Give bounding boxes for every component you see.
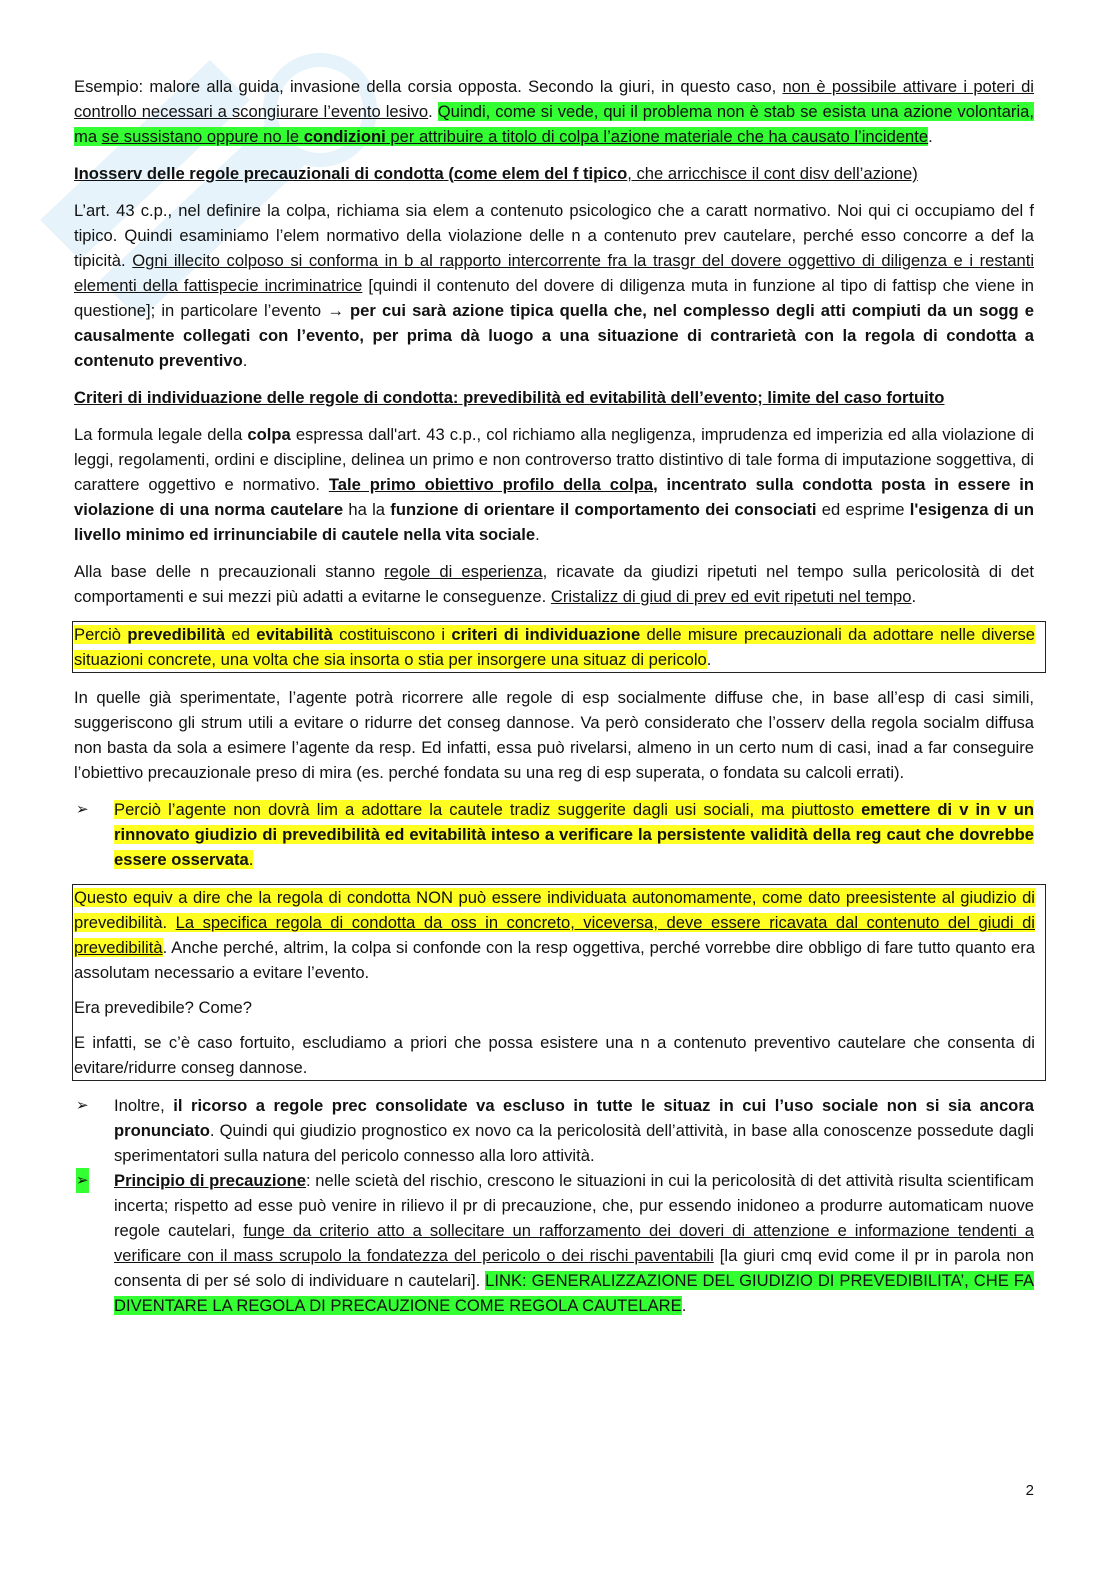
heading-criteri: Criteri di individuazione delle regole di condotta: prevedibilità ed evitabilità dell’evento; limite del caso fortuito bbox=[74, 388, 945, 407]
bullet-arrow-icon: ➢ bbox=[76, 801, 89, 818]
bullet-item-precauzione: ➢ Principio di precauzione: nelle scietà del rischio, crescono le situazioni in cui la pericolosità di det attività risulta scientificam incerta; rispetto ad esse può venire in rilievo il pr di precauzione, che, pur essendo inidoneo a produrre automaticam nuove regole cautelari, funge da criterio atto a sollecitare un rafforzamento dei doveri di attenzione e informazione tendenti a verificare con il mass scrupolo la fondatezza del pericolo o dei rischi paventabili [la giuri cmq evid come il pr in parola non consenta di per sé solo di individuare n cautelari]. LINK: GENERALIZZAZIONE DEL GIUDIZIO DI PREVEDIBILITA’, CHE FA DIVENTARE LA REGOLA DI PRECAUZIONE COME REGOLA CAUTELARE. bbox=[74, 1168, 1034, 1318]
paragraph-formula-legale: La formula legale della colpa espressa dall'art. 43 c.p., col richiamo alla negligenza, imprudenza ed imperizia ed alla violazione di leggi, regolamenti, ordini e discipline, delinea un primo e non controverso tratto distintivo di tale forma di imputazione soggettiva, di carattere oggettivo e normativo. Tale primo obiettivo profilo della colpa, incentrato sulla condotta posta in essere in violazione di una norma cautelare ha la funzione di orientare il comportamento dei consociati ed esprime l'esigenza di un livello minimo ed irrinunciabile di cautele nella vita sociale. bbox=[74, 425, 1035, 544]
heading-inosserv: Inosserv delle regole precauzionali di condotta (come elem del f tipico, che arricchisce il cont disv dell’azione) bbox=[74, 164, 918, 183]
bullet-item-inoltre: ➢ Inoltre, il ricorso a regole prec consolidate va escluso in tutte le situaz in cui l’uso sociale non si sia ancora pronunciato. Quindi qui giudizio prognostico ex novo ca la pericolosità dell’attività, in base alla conoscenze possedute dagli sperimentatori sulla natura del pericolo connesso alla loro attività. bbox=[74, 1093, 1034, 1168]
paragraph-regole-esperienza: Alla base delle n precauzionali stanno regole di esperienza, ricavate da giudizi ripetuti nel tempo sulla pericolosità di det comportamenti e sui mezzi più adatti a evitarne le conseguenze. Cristalizz di giud di prev ed evit ripetuti nel tempo. bbox=[74, 562, 1034, 606]
page-number: 2 bbox=[1025, 1482, 1034, 1499]
paragraph-art43: L’art. 43 c.p., nel definire la colpa, richiama sia elem a contenuto psicologico che a caratt normativo. Noi qui ci occupiamo del f tipico. Quindi esaminiamo l’elem normativo della violazione delle n a contenuto prev cautelare, perché esso concorre a def la tipicità. Ogni illecito colposo si conforma in b al rapporto intercorrente fra la trasgr del dovere oggettivo di diligenza e i restanti elementi della fattispecie incriminatrice [quindi il contenuto del dovere di diligenza muta in funzione al tipo di fattisp che viene in questione]; in particolare l’evento → per cui sarà azione tipica quella che, nel complesso degli atti compiuti da un sogg e causalmente collegati con l’evento, per prima dà luogo a una situazione di contrarietà con la regola di condotta a contenuto preventivo. bbox=[74, 201, 1034, 370]
document-body bbox=[74, 74, 1034, 1318]
paragraph-example: Esempio: malore alla guida, invasione della corsia opposta. Secondo la giuri, in questo caso, non è possibile attivare i poteri di controllo necessari a scongiurare l’evento lesivo. Quindi, come si vede, qui il problema non è stab se esista una azione volontaria, ma se sussistano oppure no le condizioni per attribuire a titolo di colpa l’azione materiale che ha causato l’incidente. bbox=[74, 77, 1034, 146]
boxed-note-regola-condotta: Questo equiv a dire che la regola di condotta NON può essere individuata autonomamente, come dato preesistente al giudizio di prevedibilità. La specifica regola di condotta da oss in concreto, viceversa, deve essere ricavata dal contenuto del giudi di prevedibilità. Anche perché, altrim, la colpa si confonde con la resp oggettiva, perché vorrebbe dire obbligo di fare tutto quanto era assolutam necessario a evitare l’evento. Era prevedibile? Come? E infatti, se c’è caso fortuito, escludiamo a priori che possa esistere una n a contenuto preventivo cautelare che consenta di evitare/ridurre conseg dannose. bbox=[72, 884, 1046, 1081]
boxed-note-criteri: Perciò prevedibilità ed evitabilità costituiscono i criteri di individuazione delle misure precauzionali da adottare nelle diverse situazioni concrete, una volta che sia insorta o stia per insorgere una situaz di pericolo. bbox=[72, 621, 1046, 673]
paragraph-sperimentate: In quelle già sperimentate, l’agente potrà ricorrere alle regole di esp socialmente diffuse che, in base all’esp di casi simili, suggeriscono gli strum utili a evitare o ridurre det conseg dannose. Va però considerato che l’osserv della regola socialm diffusa non basta da sola a esimere l’agente da resp. Ed infatti, essa può rivelarsi, almeno in un certo num di casi, inad a far conseguire l’obiettivo precauzionale preso di mira (es. perché fondata su una reg di esp superata, o fondata su calcoli errati). bbox=[74, 688, 1034, 782]
arrow-icon: → bbox=[327, 301, 344, 320]
bullet-arrow-icon: ➢ bbox=[76, 1168, 89, 1193]
bullet-item-agente: ➢ Perciò l’agente non dovrà lim a adottare la cautele tradiz suggerite dagli usi sociali, ma piuttosto emettere di v in v un rinnovato giudizio di prevedibilità ed evitabilità inteso a verificare la persistente validità della reg caut che dovrebbe essere osservata. bbox=[74, 797, 1034, 872]
bullet-arrow-icon: ➢ bbox=[76, 1097, 89, 1114]
